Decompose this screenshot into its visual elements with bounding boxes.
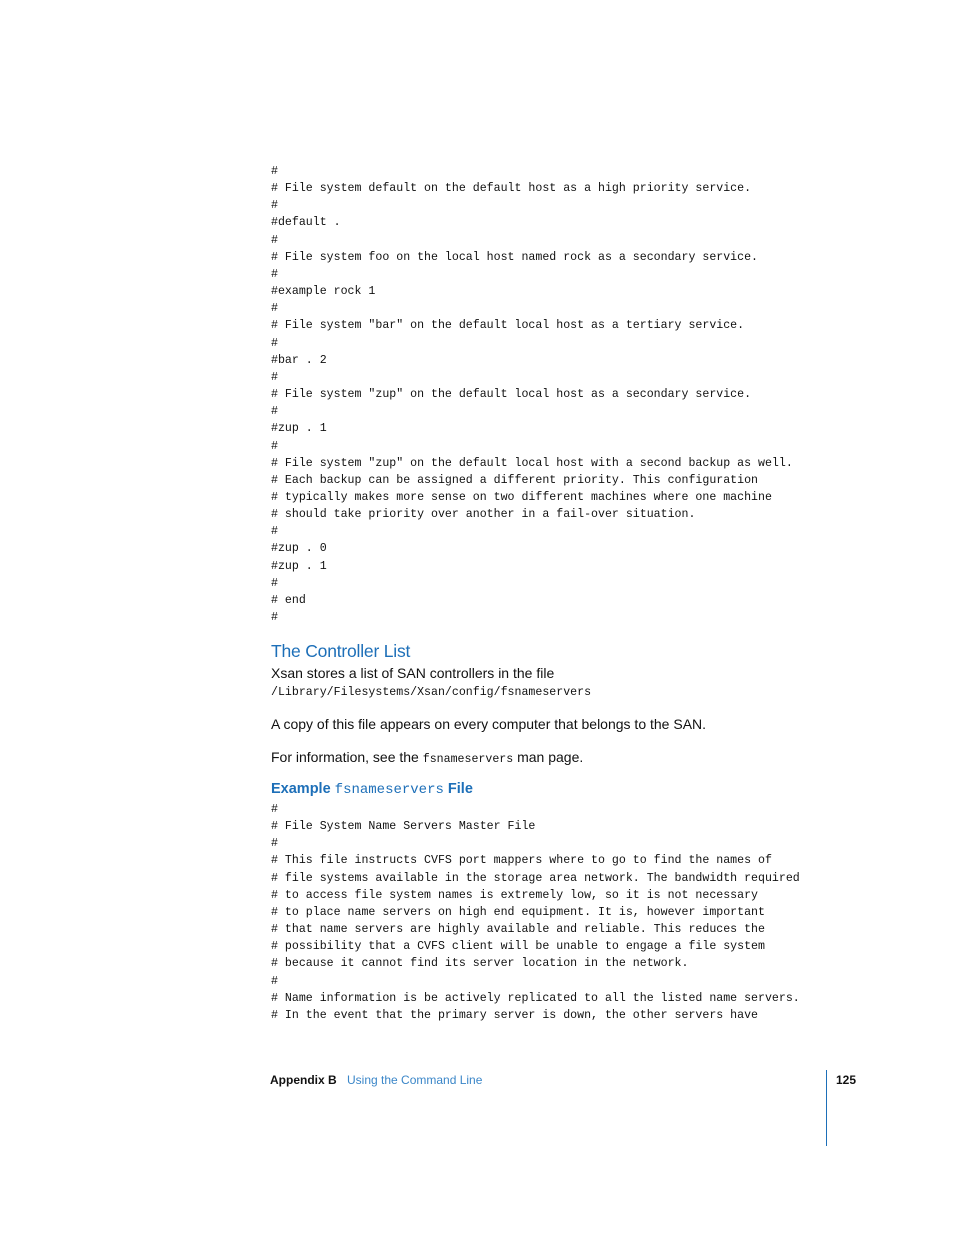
code-top-line: #zup . 0	[271, 542, 327, 556]
code-top-line: #	[271, 525, 278, 539]
code-top-line: #	[271, 576, 278, 590]
info-prefix: For information, see the	[271, 749, 423, 765]
info-suffix: man page.	[513, 749, 584, 765]
code-bottom-line: # This file instructs CVFS port mappers where to go to find the names of	[271, 854, 772, 868]
code-top-line: # File system default on the default host as a high priority service.	[271, 182, 752, 196]
code-top-line: #	[271, 405, 278, 419]
code-top-line: # File system foo on the local host named rock as a secondary service.	[271, 250, 759, 264]
code-bottom-line: #	[271, 803, 278, 816]
code-bottom-line: # Name information is be actively replicated to all the listed name servers.	[271, 991, 800, 1005]
subsection-title	[271, 781, 473, 798]
code-top-line: #	[271, 165, 278, 178]
code-bottom-line: # that name servers are highly available and reliable. This reduces the	[271, 923, 765, 937]
code-top-line: #	[271, 336, 278, 350]
footer-chapter-title: Using the Command Line	[347, 1073, 483, 1087]
footer-divider	[826, 1070, 827, 1146]
code-top-line: # File system "zup" on the default local host with a second backup as well.	[271, 456, 793, 470]
code-top-line: #default .	[271, 216, 341, 230]
code-top-line: # Each backup can be assigned a different priority. This configuration	[271, 473, 759, 487]
code-bottom-line: # possibility that a CVFS client will be unable to engage a file system	[271, 940, 765, 954]
code-top-line: #	[271, 439, 278, 453]
code-top-line: # File system "zup" on the default local host as a secondary service.	[271, 388, 752, 402]
code-bottom-line: # File System Name Servers Master File	[271, 820, 536, 834]
page-number: 125	[836, 1073, 857, 1087]
code-top-line: # should take priority over another in a fail-over situation.	[271, 508, 696, 522]
code-top-line: # File system "bar" on the default local host as a tertiary service.	[271, 319, 745, 333]
code-top-line: #bar . 2	[271, 353, 327, 367]
info-code: fsnameservers	[422, 753, 514, 766]
code-bottom-line: # to place name servers on high end equipment. It is, however important	[271, 905, 765, 919]
code-top-line: #example rock 1	[271, 285, 376, 299]
code-top-line: #	[271, 370, 278, 384]
file-path: /Library/Filesystems/Xsan/config/fsnameservers	[271, 686, 592, 699]
code-top-line: # typically makes more sense on two different machines where one machine	[271, 490, 772, 504]
code-top-line: # end	[271, 593, 306, 607]
code-top-line: #	[271, 302, 278, 316]
copy-text: A copy of this file appears on every computer that belongs to the SAN.	[271, 716, 707, 732]
subsection-title-code: fsnameservers	[334, 782, 444, 798]
footer-chapter: Appendix B	[270, 1073, 337, 1087]
intro-text: Xsan stores a list of SAN controllers in the file	[271, 665, 555, 681]
code-bottom-line: # file systems available in the storage area network. The bandwidth required	[271, 871, 800, 885]
section-title: The Controller List	[271, 641, 411, 661]
code-bottom-line: # In the event that the primary server is down, the other servers have	[271, 1008, 759, 1022]
code-bottom-line: # to access file system names is extremely low, so it is not necessary	[271, 888, 759, 902]
code-bottom-line: #	[271, 974, 278, 988]
subsection-title-prefix: Example	[271, 781, 335, 797]
code-top-line: #zup . 1	[271, 422, 327, 436]
code-bottom-line: # because it cannot find its server location in the network.	[271, 957, 689, 971]
code-top-line: #	[271, 267, 278, 281]
code-top-line: #	[271, 233, 278, 247]
code-block-top	[271, 163, 793, 626]
code-block-bottom	[271, 801, 800, 1024]
code-top-line: #zup . 1	[271, 559, 327, 573]
code-bottom-line: #	[271, 837, 278, 851]
info-text	[271, 749, 583, 766]
subsection-title-suffix: File	[443, 781, 473, 797]
code-top-line: #	[271, 611, 278, 625]
code-top-line: #	[271, 199, 278, 213]
